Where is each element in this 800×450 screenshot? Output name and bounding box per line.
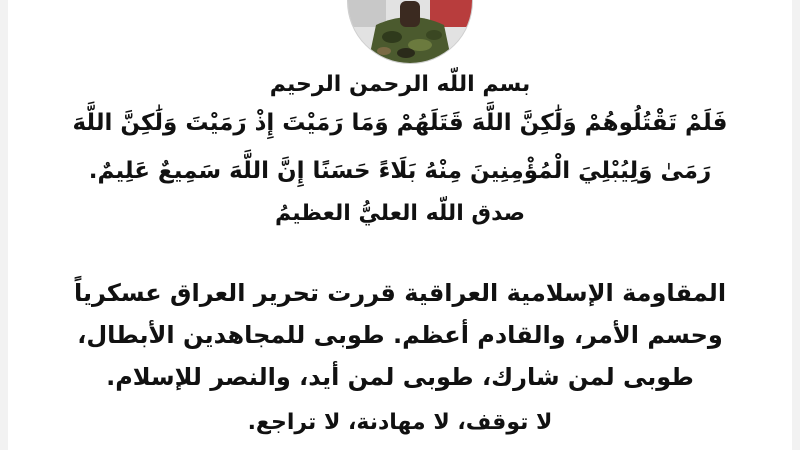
document-page	[8, 0, 792, 450]
slogan-line: لا توقف، لا مهادنة، لا تراجع.	[247, 410, 553, 435]
statement-line-3: طوبى لمن شارك، طوبى لمن أيد، والنصر للإسلام.	[106, 363, 694, 391]
soldier-avatar-icon	[347, 0, 473, 64]
basmala-heading: بسم اللّه الرحمن الرحيم	[269, 72, 531, 97]
statement-line-1: المقاومة الإسلامية العراقية قررت تحرير العراق عسكرياً	[73, 279, 727, 307]
verse-closing: صدق اللّه العليُّ العظيمُ	[274, 201, 526, 226]
quran-verse-line-1: فَلَمْ تَقْتُلُوهُمْ وَلَٰكِنَّ اللَّهَ قَتَلَهُمْ وَمَا رَمَيْتَ إِذْ رَمَيْتَ وَلَٰكِنَّ اللَّهَ	[72, 110, 728, 136]
statement-line-2: وحسم الأمر، والقادم أعظم. طوبى للمجاهدين الأبطال،	[77, 321, 723, 349]
quran-verse-line-2: رَمَىٰ وَلِيُبْلِيَ الْمُؤْمِنِينَ مِنْهُ بَلَاءً حَسَنًا إِنَّ اللَّهَ سَمِيعٌ عَلِيمٌ.	[88, 158, 712, 184]
